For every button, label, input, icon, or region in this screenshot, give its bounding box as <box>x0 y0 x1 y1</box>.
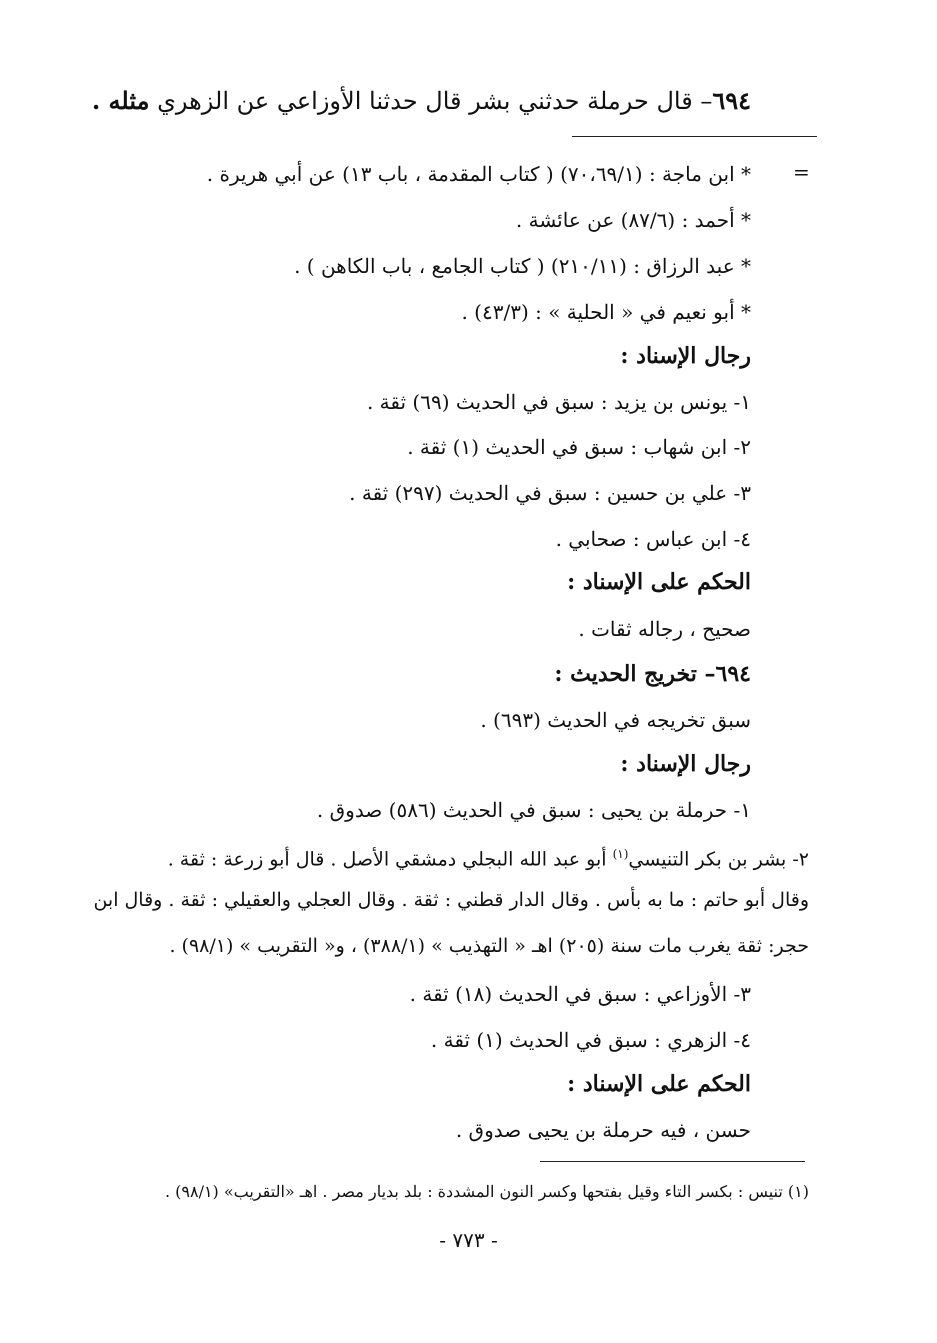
footnote: (١) تنيس : بكسر التاء وقيل بفتحها وكسر النون المشددة : بلد بديار مصر . اهـ «التقريب» (٩٨/١) . <box>164 1182 809 1201</box>
rijal-1-1: ١- يونس بن يزيد : سبق في الحديث (٦٩) ثقة . <box>366 390 751 414</box>
hadith-number: ٦٩٤ <box>712 86 751 115</box>
footnote-ref: (١) <box>612 847 629 861</box>
rijal-2-2-line-2: وقال أبو حاتم : ما به بأس . وقال الدار قطني : ثقة . وقال العجلي والعقيلي : ثقة . وقال ابن <box>93 889 809 911</box>
hadith-end-bold: مثله . <box>91 86 150 115</box>
rijal-2-1: ١- حرملة بن يحيى : سبق في الحديث (٥٨٦) صدوق . <box>316 798 751 822</box>
hukm-heading-2: الحكم على الإسناد : <box>567 1071 751 1097</box>
takhrij-line-3: * عبد الرزاق : (٢١٠/١١) ( كتاب الجامع ، باب الكاهن ) . <box>294 254 751 278</box>
hukm-1: صحيح ، رجاله ثقات . <box>578 617 751 641</box>
takhrij-heading-text: – تخريج الحديث : <box>554 661 716 687</box>
takhrij-694-text: سبق تخريجه في الحديث (٦٩٣) . <box>480 708 751 732</box>
takhrij-line-2: * أحمد : (٨٧/٦) عن عائشة . <box>515 208 751 232</box>
footnote-rule <box>540 1161 805 1162</box>
rijal-1-4: ٤- ابن عباس : صحابي . <box>555 527 751 551</box>
rijal-1-2: ٢- ابن شهاب : سبق في الحديث (١) ثقة . <box>407 435 751 459</box>
hadith-text: – قال حرملة حدثني بشر قال حدثنا الأوزاعي عن الزهري <box>157 87 713 115</box>
takhrij-line-4: * أبو نعيم في « الحلية » : (٤٣/٣) . <box>461 300 751 324</box>
hadith-694-text <box>92 84 751 118</box>
rijal-2-3: ٣- الأوزاعي : سبق في الحديث (١٨) ثقة . <box>409 982 751 1006</box>
rijal-2-2-line-3: حجر: ثقة يغرب مات سنة (٢٠٥) اهـ « التهذيب » (٣٨٨/١) ، و« التقريب » (٩٨/١) . <box>169 935 809 957</box>
rijal-2-2-name: ٢- بشر بن بكر التنيسي <box>628 848 809 871</box>
hukm-heading-1: الحكم على الإسناد : <box>567 569 751 595</box>
rijal-2-2-line-1 <box>168 840 809 873</box>
rijal-heading-2: رجال الإسناد : <box>620 751 751 777</box>
page-number: - ٧٧٣ - <box>439 1228 498 1252</box>
rijal-2-2-desc: أبو عبد الله البجلي دمشقي الأصل . قال أبو زرعة : ثقة . <box>167 848 613 871</box>
hukm-2: حسن ، فيه حرملة بن يحيى صدوق . <box>455 1118 751 1142</box>
separator-rule <box>572 136 817 137</box>
takhrij-line-1: * ابن ماجة : (٧٠،٦٩/١) ( كتاب المقدمة ، باب ١٣) عن أبي هريرة . <box>206 162 751 186</box>
takhrij-heading-694 <box>554 660 751 688</box>
rijal-heading-1: رجال الإسناد : <box>620 343 751 369</box>
rijal-2-4: ٤- الزهري : سبق في الحديث (١) ثقة . <box>430 1028 751 1052</box>
continuation-mark: = <box>793 160 810 184</box>
rijal-1-3: ٣- علي بن حسين : سبق في الحديث (٢٩٧) ثقة . <box>349 481 751 505</box>
takhrij-heading-number: ٦٩٤ <box>715 661 751 687</box>
